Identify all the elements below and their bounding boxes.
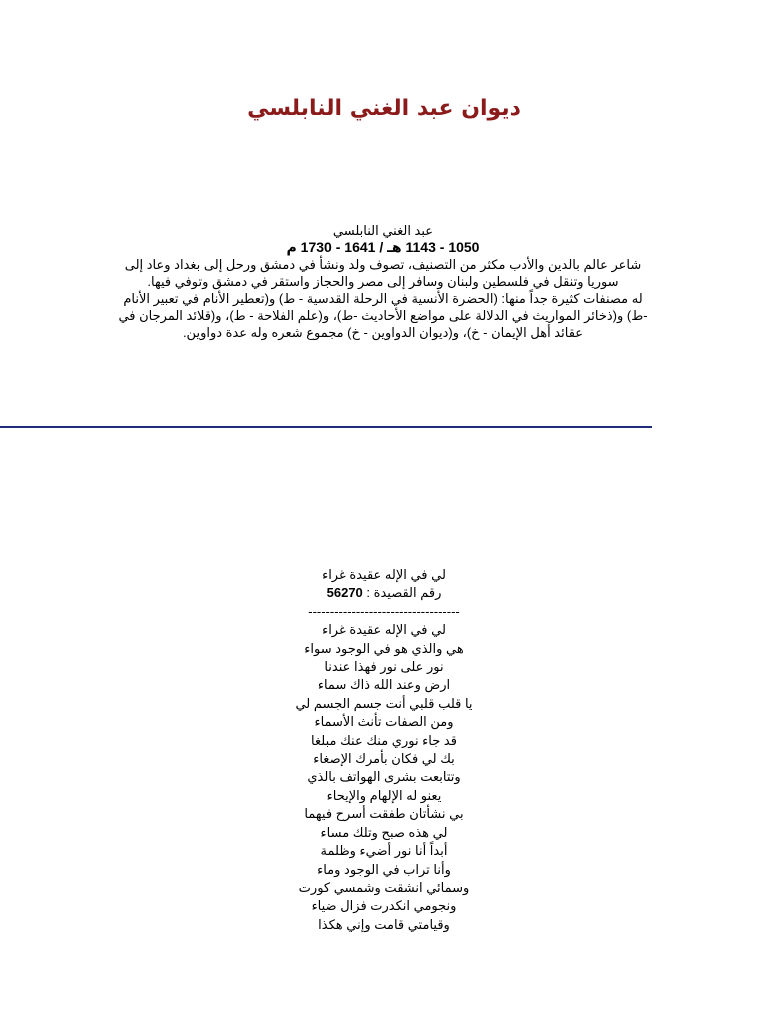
poem-line: بي نشأتان طفقت أسرح فيهما	[304, 806, 464, 822]
poem-line: لي في الإله عقيدة غراء	[322, 622, 446, 638]
poem-line: وأنا تراب في الوجود وماء	[317, 861, 451, 877]
poem-line: ونجومي انكدرت فزال ضياء	[311, 898, 457, 914]
poem-line: وسمائي انشقت وشمسي كورت	[298, 879, 470, 895]
section-divider	[0, 426, 652, 428]
poem-separator: -----------------------------------	[308, 603, 460, 619]
poem-line: هي والذي هو في الوجود سواء	[304, 640, 464, 656]
poet-dates: 1050 - 1143 هـ / 1641 - 1730 م	[286, 239, 480, 255]
poem-heading: لي في الإله عقيدة غراء	[322, 567, 446, 582]
poem-number-label: رقم القصيدة :	[366, 585, 442, 601]
poem-line: ارض وعند الله ذاك سماء	[317, 677, 451, 693]
poem-line: بك لي فكان بأمرك الإصغاء	[313, 751, 455, 767]
poet-name: عبد الغني النابلسي	[332, 223, 434, 238]
poem-line: قد جاء نوري منك عنك مبلغا	[311, 732, 457, 748]
poem-line: لي هذه صبح وتلك مساء	[320, 824, 448, 840]
poem-line: يعنو له الإلهام والإيحاء	[326, 787, 442, 803]
poem-number	[0, 584, 768, 602]
poem-line: نور على نور فهذا عندنا	[324, 659, 444, 675]
page-title: ديوان عبد الغني النابلسي	[247, 96, 521, 121]
poem-line: أبداً أنا نور أضيء وظلمة	[320, 843, 448, 859]
bio-paragraph-1: شاعر عالم بالدين والأدب مكثر من التصنيف، تصوف ولد ونشأ في دمشق ورحل إلى بغداد وعاد إلى سوريا وتنقل في فلسطين ولبنان وسافر إلى مصر والحجاز واستقر في دمشق وتوفي فيها.	[124, 257, 642, 289]
poem-number-value: 56270	[326, 585, 363, 601]
poem	[0, 566, 768, 934]
bio-paragraph-2: له مصنفات كثيرة جداً منها: (الحضرة الأنسية في الرحلة القدسية - ط) و(تعطير الأنام في تعبير الأنام -ط) و(ذخائر المواريث في الدلالة على مواضع الأحاديث -ط)، و(علم الفلاحة - ط)، و(قلائد المرجان في عقائد أهل الإيمان - خ)، و(ديوان الدواوين - خ) مجموع شعره وله عدة دواوين.	[118, 291, 648, 340]
poem-line: وتتابعت بشرى الهواتف بالذي	[307, 769, 461, 785]
poet-bio	[118, 222, 648, 341]
poem-line: يا قلب قلبي أنت جسم الجسم لي	[295, 695, 473, 711]
poem-line: ومن الصفات تأنث الأسماء	[314, 714, 454, 730]
poem-line: وقيامتي قامت وإني هكذا	[318, 916, 450, 932]
